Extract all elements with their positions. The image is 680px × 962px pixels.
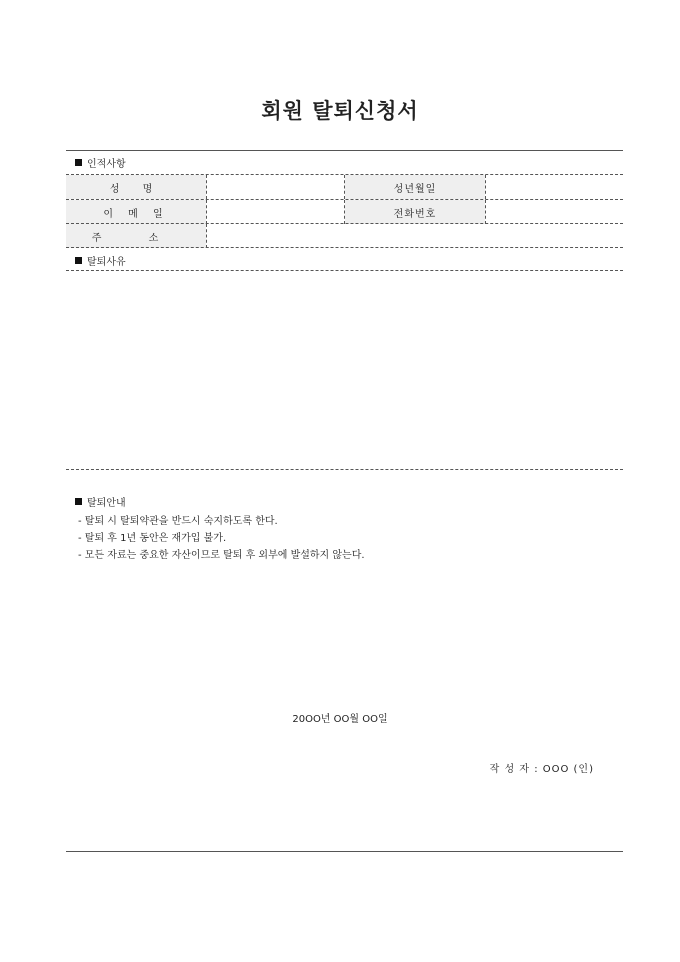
square-bullet-icon (75, 498, 82, 505)
name-birth-row (66, 175, 623, 199)
top-rule (66, 150, 623, 151)
divider (66, 469, 623, 470)
date-line: 20OO년 OO월 OO일 (292, 714, 388, 725)
phone-label: 전화번호 (345, 200, 485, 224)
personal-section-heading (75, 155, 126, 170)
address-label: 주 소 (66, 224, 206, 248)
guide-list (78, 513, 365, 564)
birth-label: 성년월일 (345, 175, 485, 199)
guide-heading-text: 탈퇴안내 (87, 498, 126, 509)
personal-heading-text: 인적사항 (87, 159, 126, 170)
reason-textarea[interactable] (66, 272, 623, 468)
birth-field[interactable] (485, 175, 623, 199)
bottom-rule (66, 851, 623, 852)
author-line: 작 성 자 : OOO (인) (489, 764, 594, 775)
email-label: 이 메 일 (66, 200, 206, 224)
guide-item: - 탈퇴 후 1년 동안은 재가입 불가. (78, 533, 227, 544)
document-title: 회원 탈퇴신청서 (261, 99, 419, 123)
phone-field[interactable] (485, 200, 623, 224)
square-bullet-icon (75, 257, 82, 264)
address-field[interactable] (206, 224, 623, 248)
guide-item: - 탈퇴 시 탈퇴약관을 반드시 숙지하도록 한다. (78, 516, 278, 527)
guide-section-heading (75, 494, 126, 509)
address-row (66, 224, 623, 248)
name-label: 성 명 (66, 175, 206, 199)
email-field[interactable] (206, 200, 345, 224)
reason-heading-text: 탈퇴사유 (87, 257, 126, 268)
divider (66, 247, 623, 248)
name-field[interactable] (206, 175, 345, 199)
email-phone-row (66, 200, 623, 224)
divider (66, 270, 623, 271)
guide-item: - 모든 자료는 중요한 자산이므로 탈퇴 후 외부에 발설하지 않는다. (78, 550, 365, 561)
square-bullet-icon (75, 159, 82, 166)
reason-section-heading (75, 253, 126, 268)
